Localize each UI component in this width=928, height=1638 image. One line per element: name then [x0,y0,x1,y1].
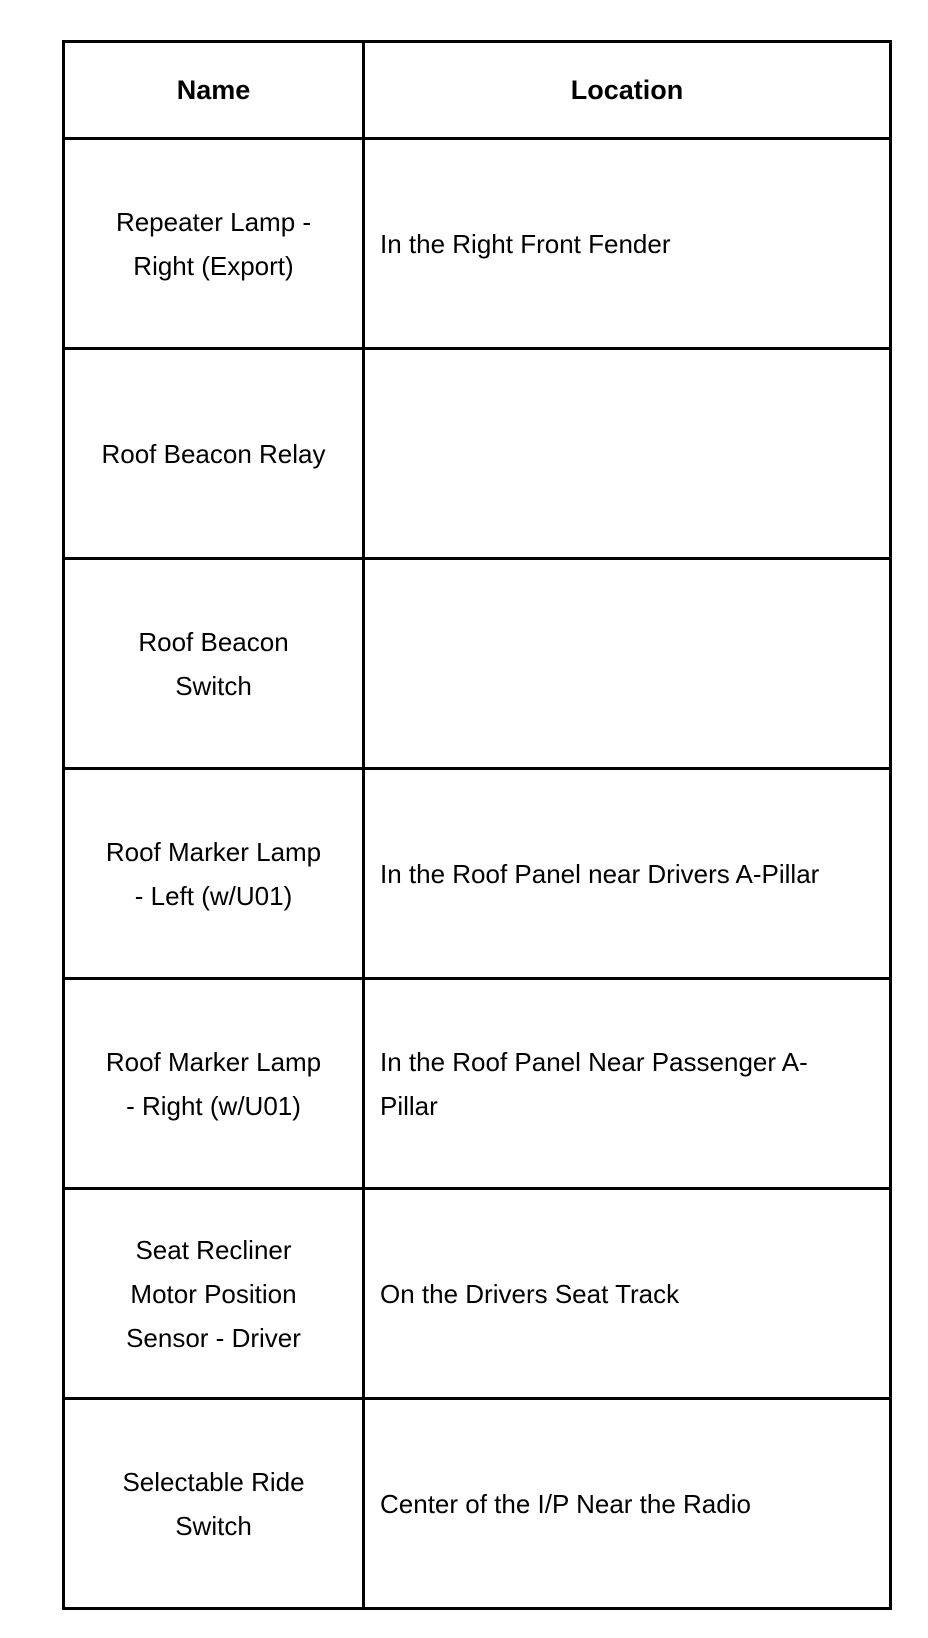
header-row [64,42,891,139]
component-name: Roof Beacon Relay [64,349,364,559]
component-location: Center of the I/P Near the Radio [364,1399,891,1609]
component-location: In the Roof Panel Near Passenger A-Pillar [364,979,891,1189]
component-name: Roof Beacon Switch [64,559,364,769]
component-location [364,349,891,559]
component-name: Seat Recliner Motor Position Sensor - Driver [64,1189,364,1399]
table-row [64,1189,891,1399]
table-row [64,769,891,979]
component-location [364,559,891,769]
component-location: In the Right Front Fender [364,139,891,349]
component-location: In the Roof Panel near Drivers A-Pillar [364,769,891,979]
table-row [64,979,891,1189]
table-row [64,559,891,769]
header-location: Location [364,42,891,139]
component-location-table [62,40,892,1610]
table-row [64,1399,891,1609]
component-name: Repeater Lamp - Right (Export) [64,139,364,349]
component-location: On the Drivers Seat Track [364,1189,891,1399]
header-name: Name [64,42,364,139]
component-name: Selectable Ride Switch [64,1399,364,1609]
table-row [64,139,891,349]
component-name: Roof Marker Lamp - Right (w/U01) [64,979,364,1189]
table-row [64,349,891,559]
component-name: Roof Marker Lamp - Left (w/U01) [64,769,364,979]
